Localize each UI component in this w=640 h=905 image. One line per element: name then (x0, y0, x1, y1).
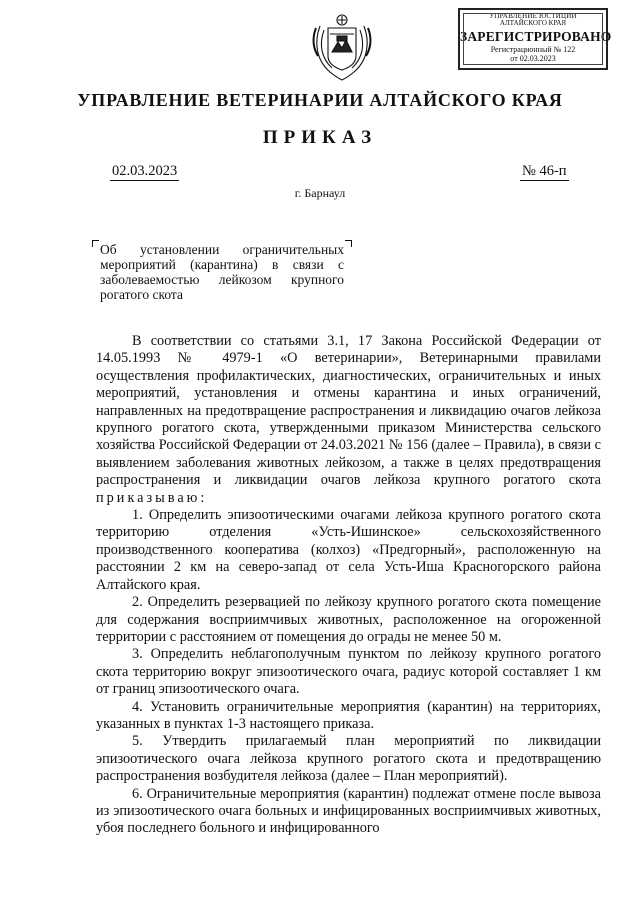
clause-5: 5. Утвердить прилагаемый план мероприятий по ликвидации эпизоотического очага лейкоза крупного рогатого скота и предотвращению распространения возбудителя лейкоза (далее – План мероприятий). (96, 733, 601, 785)
document-body (96, 333, 601, 838)
document-city: г. Барнаул (294, 186, 346, 200)
order-word: приказываю (96, 489, 201, 506)
coat-of-arms-emblem (310, 8, 374, 84)
preamble-text: В соответствии со статьями 3.1, 17 Закона Российской Федерации от 14.05.1993 № 4979-1 «О ветеринарии», Ветеринарными правилами осуществления профилактических, диагностических, ограничительных и иных мероприятий, установления и отмены карантина и иных ограничений, направленных на предотвращение распространения и ликвидацию очагов лейкоза крупного рогатого скота, утвержденными приказом Министерства сельского хозяйства Российской Федерации от 24.03.2021 № 156 (далее – Правила), в связи с выявлением заболевания животных лейкозом, а также в целях предотвращения распространения и ликвидации очагов лейкоза крупного рогатого скота (96, 333, 601, 489)
clause-4: 4. Установить ограничительные мероприятия (карантин) на территориях, указанных в пунктах 1-3 настоящего приказа. (96, 698, 601, 732)
preamble-paragraph (96, 333, 601, 507)
organization-title: УПРАВЛЕНИЕ ВЕТЕРИНАРИИ АЛТАЙСКОГО КРАЯ (77, 90, 563, 110)
stamp-reg-date: от 02.03.2023 (510, 54, 556, 63)
stamp-inner-border (463, 13, 603, 65)
document-number: № 46-п (522, 163, 567, 179)
subject-bracket-left (92, 240, 99, 247)
stamp-line-1: УПРАВЛЕНИЕ ЮСТИЦИИ (489, 12, 577, 20)
stamp-reg-number: Регистрационный № 122 (490, 45, 576, 54)
stamp-line-2: АЛТАЙСКОГО КРАЯ (499, 19, 567, 27)
document-type: ПРИКАЗ (262, 127, 378, 148)
preamble-colon: : (200, 489, 205, 506)
subject-bracket-right (345, 240, 352, 247)
clause-2: 2. Определить резервацией по лейкозу крупного рогатого скота помещение для содержания восприимчивых животных, расположенное на огороженной территории с расстоянием от помещения до ограды не менее 50 м. (96, 594, 601, 645)
document-date: 02.03.2023 (112, 163, 178, 179)
document-subject: Об установлении ограничительных мероприятий (карантина) в связи с заболеваемостью лейкозом крупного рогатого скота (100, 242, 344, 302)
clause-3: 3. Определить неблагополучным пунктом по лейкозу крупного рогатого скота территорию вокруг эпизоотического очага, радиус которой составляет 1 км от границ эпизоотического очага. (96, 646, 601, 698)
registration-stamp (458, 8, 612, 70)
stamp-registered: ЗАРЕГИСТРИРОВАНО (460, 29, 612, 44)
clause-1: 1. Определить эпизоотическими очагами лейкоза крупного рогатого скота территорию отделения «Усть-Ишинское» сельскохозяйственного производственного кооператива (колхоз) «Предгорный», расположенную на расстоянии 2 км на северо-запад от села Усть-Иша Красногорского района Алтайского края. (96, 507, 601, 593)
clause-6: 6. Ограничительные мероприятия (карантин) подлежат отмене после вывоза из эпизоотического очага больных и инфицированных восприимчивых животных, убоя последнего больного и инфицированного (96, 785, 601, 837)
